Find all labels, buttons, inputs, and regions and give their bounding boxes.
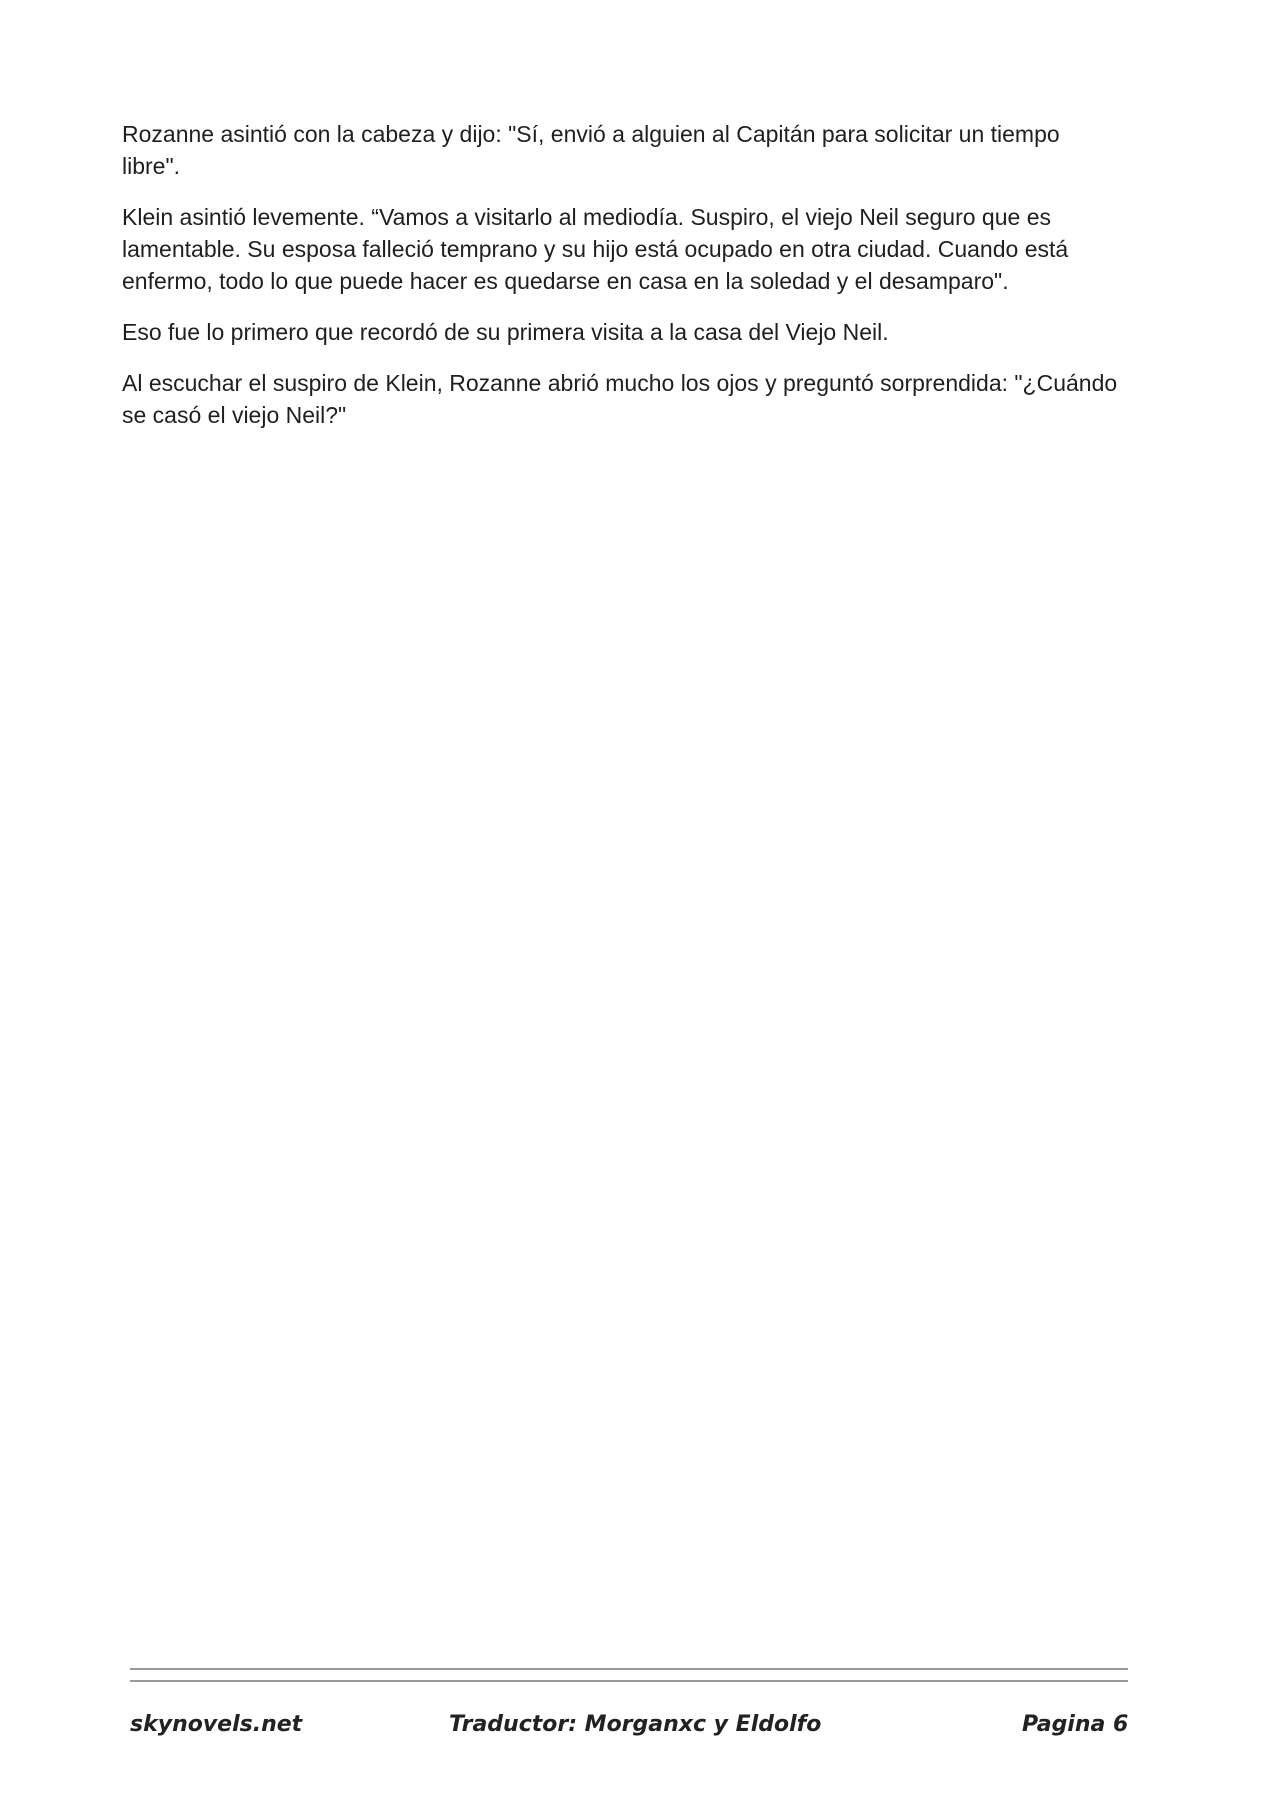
paragraph-3: Eso fue lo primero que recordó de su primera visita a la casa del Viejo Neil. xyxy=(122,319,889,345)
footer-site: skynovels.net xyxy=(130,1712,303,1737)
body-text xyxy=(122,118,1122,450)
paragraph-1: Rozanne asintió con la cabeza y dijo: "Sí, envió a alguien al Capitán para solicitar un tiempo libre". xyxy=(122,121,1060,179)
footer-divider-top xyxy=(130,1668,1128,1670)
paragraph-2: Klein asintió levemente. “Vamos a visitarlo al mediodía. Suspiro, el viejo Neil seguro que es lamentable. Su esposa falleció temprano y su hijo está ocupado en otra ciudad. Cuando está enfermo, todo lo que puede hacer es quedarse en casa en la soledad y el desamparo". xyxy=(122,204,1069,294)
footer-divider-bottom xyxy=(130,1680,1128,1682)
footer-translator: Traductor: Morganxc y Eldolfo xyxy=(449,1712,822,1737)
paragraph-4: Al escuchar el suspiro de Klein, Rozanne abrió mucho los ojos y preguntó sorprendida: "¿Cuándo se casó el viejo Neil?" xyxy=(122,370,1118,428)
footer-page-number: Pagina 6 xyxy=(1022,1712,1129,1737)
